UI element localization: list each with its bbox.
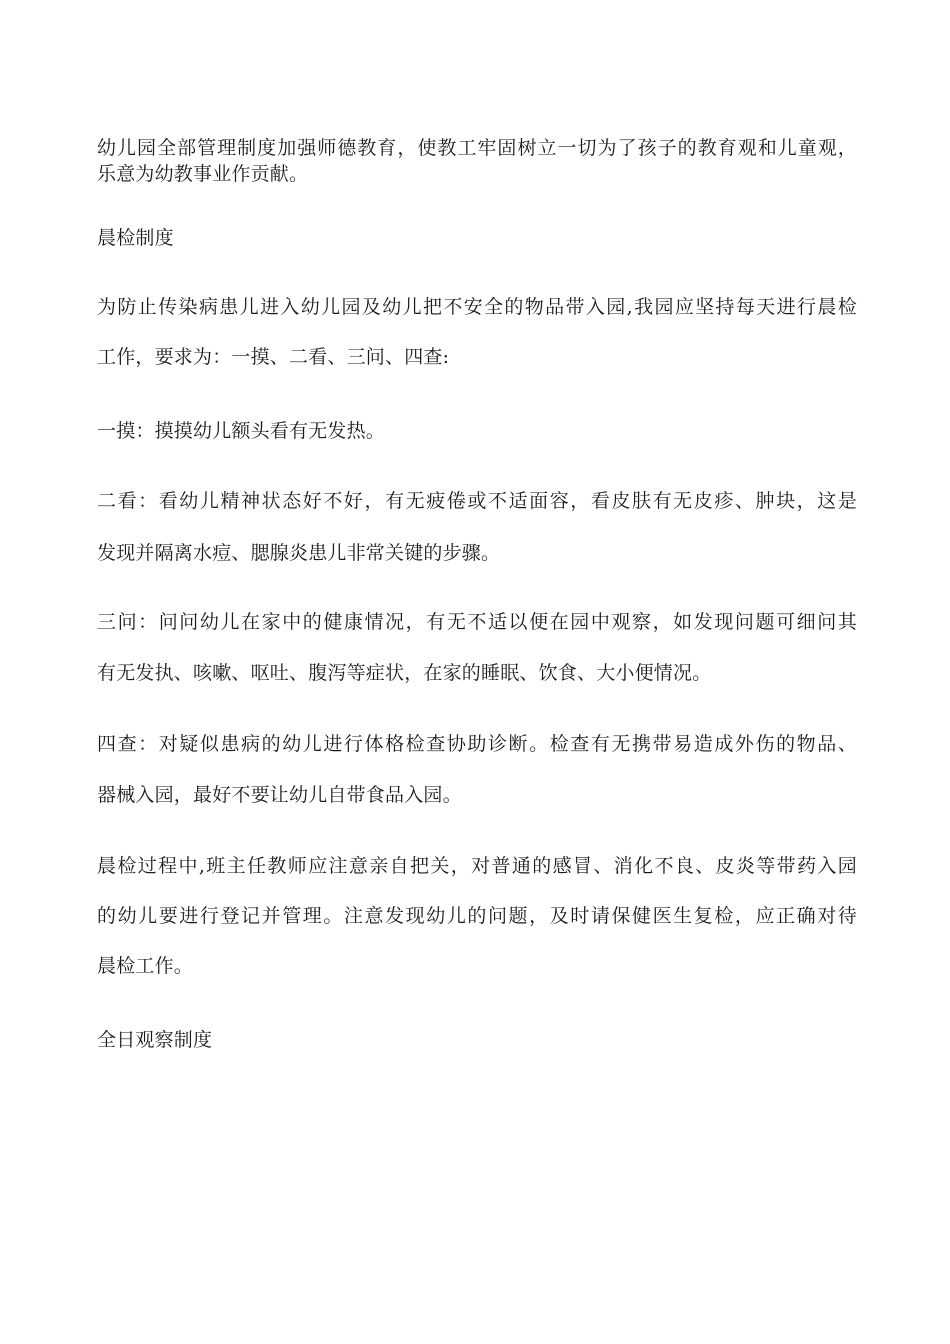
text-line-1: 幼儿园全部管理制度加强师德教育，使教工牢固树立一切为了孩子的教育观和儿童观， — [97, 137, 857, 159]
section-heading-morning-check: 晨检制度 — [97, 227, 174, 249]
text-line-6: 二看：看幼儿精神状态好不好，有无疲倦或不适面容，看皮肤有无皮疹、肿块，这是 — [97, 490, 857, 512]
text-line-11: 器械入园，最好不要让幼儿自带食品入园。 — [97, 784, 462, 806]
text-line-5: 一摸：摸摸幼儿额头看有无发热。 — [97, 420, 386, 442]
section-heading-all-day-observation: 全日观察制度 — [97, 1029, 213, 1051]
text-line-9: 有无发执、咳嗽、呕吐、腹泻等症状，在家的睡眠、饮食、大小便情况。 — [97, 662, 712, 684]
text-line-3: 为防止传染病患儿进入幼儿园及幼儿把不安全的物品带入园,我园应坚持每天进行晨检 — [97, 296, 857, 318]
text-line-4: 工作，要求为：一摸、二看、三问、四查: — [97, 346, 450, 368]
text-line-10: 四查：对疑似患病的幼儿进行体格检查协助诊断。检查有无携带易造成外伤的物品、 — [97, 733, 857, 755]
text-line-7: 发现并隔离水痘、腮腺炎患儿非常关键的步骤。 — [97, 542, 501, 564]
text-line-12: 晨检过程中,班主任教师应注意亲自把关，对普通的感冒、消化不良、皮炎等带药入园 — [97, 855, 857, 877]
text-line-13: 的幼儿要进行登记并管理。注意发现幼儿的问题，及时请保健医生复检，应正确对待 — [97, 905, 857, 927]
text-line-8: 三问：问问幼儿在家中的健康情况，有无不适以便在园中观察，如发现问题可细问其 — [97, 611, 857, 633]
text-line-14: 晨检工作。 — [97, 955, 194, 977]
text-line-2: 乐意为幼教事业作贡献。 — [97, 163, 309, 185]
